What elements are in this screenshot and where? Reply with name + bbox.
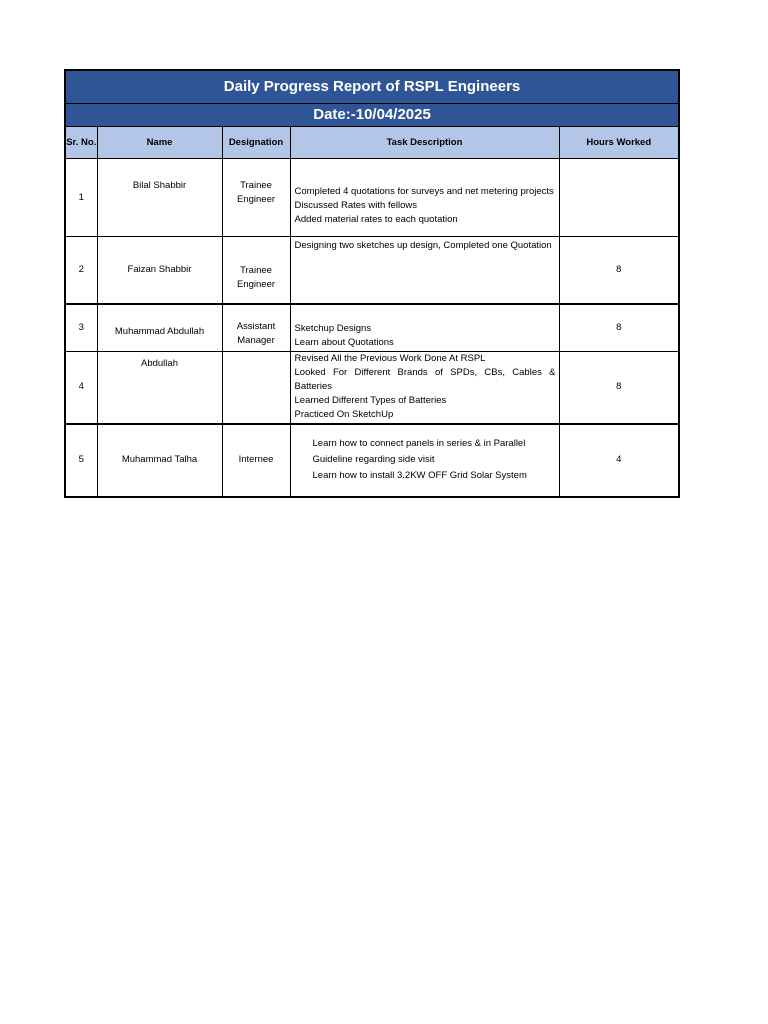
row-name: Muhammad Talha	[97, 424, 222, 497]
column-header-task-description: Task Description	[290, 127, 559, 159]
task-line: Completed 4 quotations for surveys and net metering projects	[294, 185, 554, 197]
task-line: Learn how to connect panels in series & in Parallel	[312, 438, 526, 449]
row-designation: Trainee Engineer	[222, 237, 290, 304]
row-sr-no: 1	[65, 159, 97, 237]
task-line: Sketchup Designs	[294, 322, 372, 334]
row-name: Abdullah	[97, 352, 222, 424]
table-row	[65, 159, 679, 237]
row-task-description	[290, 237, 559, 304]
table-row	[65, 304, 679, 352]
column-header-name: Name	[97, 127, 222, 159]
table-row	[65, 352, 679, 424]
column-header-sr-no	[65, 127, 97, 159]
row-sr-no: 3	[65, 304, 97, 352]
row-designation: Assistant Manager	[222, 304, 290, 352]
row-designation: Internee	[222, 424, 290, 497]
row-task-description	[290, 424, 559, 497]
task-line: Designing two sketches up design, Completed one Quotation	[294, 240, 552, 251]
row-name: Muhammad Abdullah	[97, 304, 222, 352]
table-row	[65, 237, 679, 304]
column-header-sr-no-label: Sr. No.	[66, 136, 97, 148]
row-task-description	[290, 304, 559, 352]
row-designation: Trainee Engineer	[222, 159, 290, 237]
report-date: Date:-10/04/2025	[65, 104, 679, 127]
task-line: Guideline regarding side visit	[312, 454, 435, 465]
column-header-hours-worked: Hours Worked	[559, 127, 679, 159]
task-line: Discussed Rates with fellows	[294, 199, 417, 211]
task-line: Looked For Different Brands of SPDs, CBs, Cables & Batteries	[294, 367, 556, 392]
row-hours-worked: 8	[559, 304, 679, 352]
row-sr-no: 5	[65, 424, 97, 497]
row-hours-worked: 4	[559, 424, 679, 497]
row-task-description	[290, 159, 559, 237]
task-line: Learn about Quotations	[294, 336, 394, 348]
task-line: Revised All the Previous Work Done At RSPL	[294, 353, 486, 364]
daily-progress-report-table	[64, 69, 680, 498]
row-task-description	[290, 352, 559, 424]
table-row	[65, 424, 679, 497]
row-hours-worked: 8	[559, 237, 679, 304]
task-line: Added material rates to each quotation	[294, 213, 458, 225]
row-designation	[222, 352, 290, 424]
task-line: Practiced On SketchUp	[294, 409, 394, 420]
task-line: Learn how to install 3.2KW OFF Grid Solar System	[312, 470, 527, 481]
report-title: Daily Progress Report of RSPL Engineers	[65, 70, 679, 104]
row-sr-no: 2	[65, 237, 97, 304]
row-name: Bilal Shabbir	[97, 159, 222, 237]
task-line: Learned Different Types of Batteries	[294, 395, 447, 406]
row-hours-worked: 8	[559, 352, 679, 424]
row-name: Faizan Shabbir	[97, 237, 222, 304]
row-sr-no: 4	[65, 352, 97, 424]
row-hours-worked	[559, 159, 679, 237]
column-header-designation: Designation	[222, 127, 290, 159]
